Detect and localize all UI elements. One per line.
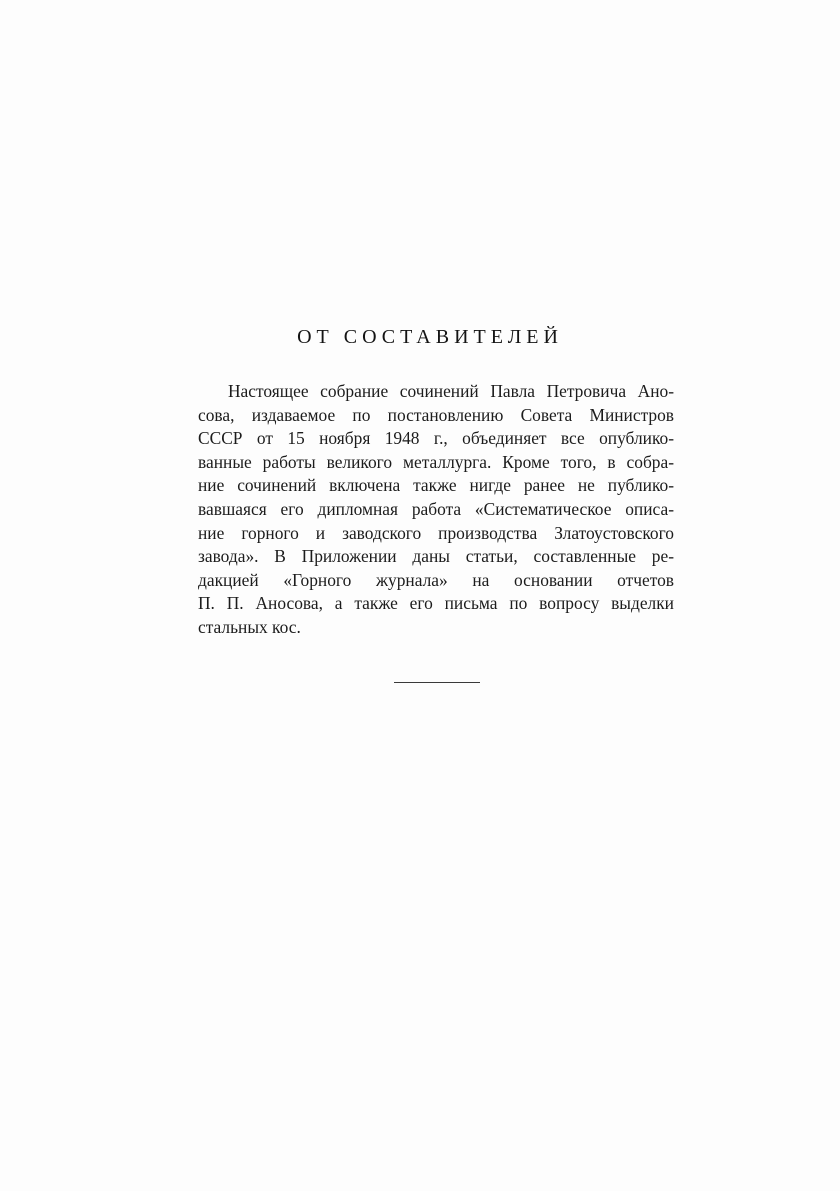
section-divider bbox=[394, 682, 480, 683]
paragraph-line: завода». В Приложении даны статьи, составленные ре- bbox=[198, 546, 674, 567]
paragraph-line: СССР от 15 ноября 1948 г., объединяет все опублико- bbox=[198, 428, 674, 449]
paragraph-line: ванные работы великого металлурга. Кроме того, в собра- bbox=[198, 451, 674, 472]
page-heading: ОТ СОСТАВИТЕЛЕЙ bbox=[297, 326, 563, 348]
paragraph-line: ние горного и заводского производства Златоустовского bbox=[198, 522, 674, 543]
paragraph-line: вавшаяся его дипломная работа «Систематическое описа- bbox=[198, 498, 674, 519]
paragraph-line: П. П. Аносова, а также его письма по вопросу выделки bbox=[198, 593, 674, 614]
paragraph-line: ние сочинений включена также нигде ранее не публико- bbox=[198, 475, 674, 496]
paragraph-line: стальных кос. bbox=[198, 616, 301, 637]
paragraph-line: дакцией «Горного журнала» на основании отчетов bbox=[198, 569, 674, 590]
preface-paragraph bbox=[198, 380, 674, 640]
paragraph-line: Настоящее собрание сочинений Павла Петровича Ано- bbox=[228, 381, 674, 401]
paragraph-line: сова, издаваемое по постановлению Совета Министров bbox=[198, 404, 674, 425]
